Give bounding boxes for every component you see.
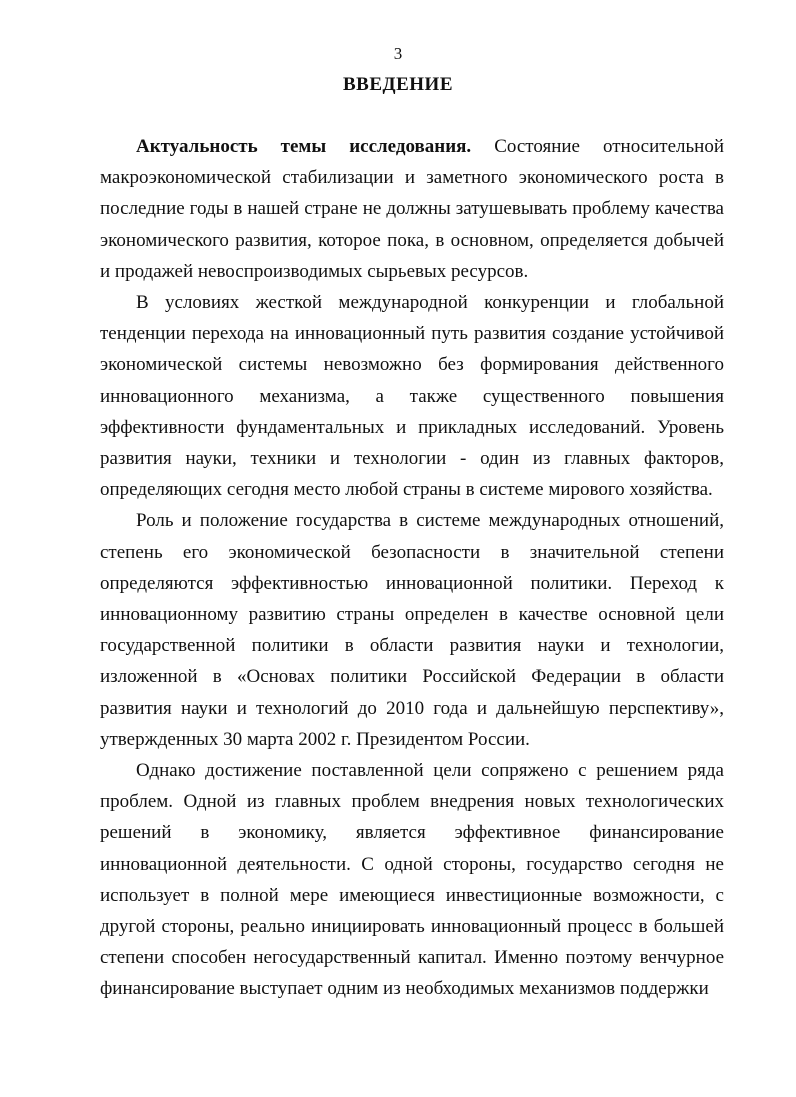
page-number: 3: [393, 44, 403, 63]
paragraph-text: Состояние относительной макроэкономической стабилизации и заметного экономического роста в последние годы в нашей стране не должны затушевывать проблему качества экономического развития, которое пока, в основном, определяется добычей и продажей невоспроизводимых сырьевых ресурсов.: [100, 136, 725, 282]
paragraph-text: В условиях жесткой международной конкуренции и глобальной тенденции перехода на инновационный путь развития создание устойчивой экономической системы невозможно без формирования действенного инновационного механизма, а также существенного повышения эффективности фундаментальных и прикладных исследований. Уровень развития науки, техники и технологии - один из главных факторов, определяющих сегодня место любой страны в системе мирового хозяйства.: [100, 292, 724, 501]
paragraph-lead: Актуальность темы исследования.: [136, 136, 472, 157]
paragraph-competition: [100, 287, 724, 505]
section-heading: ВВЕДЕНИЕ: [343, 74, 453, 95]
paragraph-financing: [100, 755, 724, 1005]
paragraph-text: Однако достижение поставленной цели сопряжено с решением ряда проблем. Одной из главных проблем внедрения новых технологических решений в экономику, является эффективное финансирование инновационной деятельности. С одной стороны, государство сегодня не использует в полной мере имеющиеся инвестиционные возможности, с другой стороны, реально инициировать инновационный процесс в большей степени способен негосударственный капитал. Именно поэтому венчурное финансирование выступает одним из необходимых механизмов поддержки: [100, 760, 724, 1000]
paragraph-state-role: [100, 505, 724, 755]
paragraph-relevance: [100, 131, 724, 287]
paragraph-text: Роль и положение государства в системе международных отношений, степень его экономической безопасности в значительной степени определяются эффективностью инновационной политики. Переход к инновационному развитию страны определен в качестве основной цели государственной политики в области развития науки и технологии, изложенной в «Основах политики Российской Федерации в области развития науки и технологий до 2010 года и дальнейшую перспективу», утвержденных 30 марта 2002 г. Президентом России.: [100, 510, 724, 750]
body-text: [100, 131, 724, 1005]
